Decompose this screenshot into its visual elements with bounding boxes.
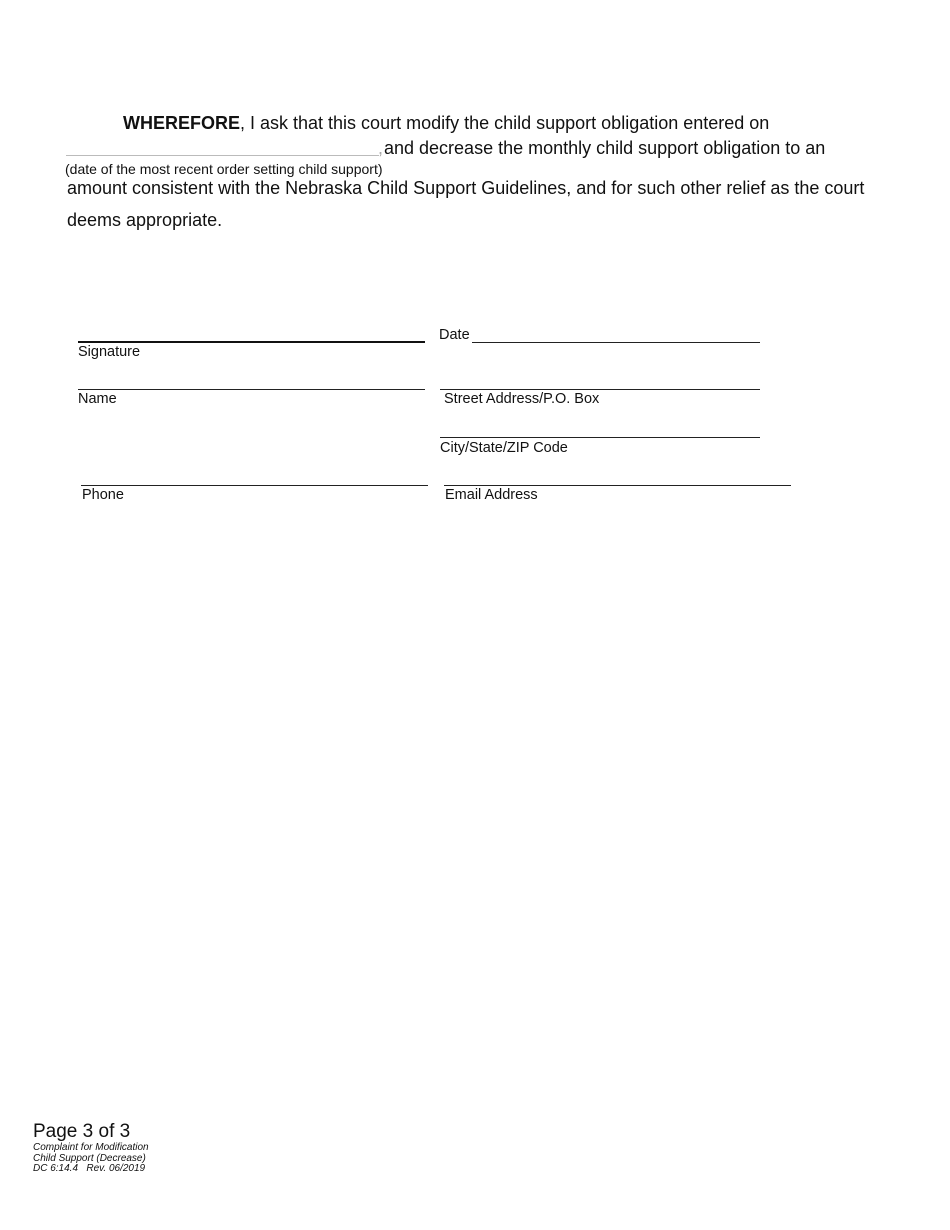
order-date-comma: ,: [378, 138, 384, 158]
date-line[interactable]: [472, 342, 760, 343]
wherefore-lead: WHEREFORE: [123, 113, 240, 133]
signature-line[interactable]: [78, 341, 425, 343]
name-line[interactable]: [78, 389, 425, 390]
paragraph-line-4: deems appropriate.: [67, 210, 223, 230]
city-line[interactable]: [440, 437, 760, 438]
name-label: Name: [78, 391, 117, 407]
phone-line[interactable]: [81, 485, 428, 486]
email-line[interactable]: [444, 485, 791, 486]
paragraph-line-2-text: and decrease the monthly child support obligation to an: [384, 138, 826, 158]
form-code: DC 6:14.4 Rev. 06/2019: [33, 1163, 146, 1174]
city-label: City/State/ZIP Code: [440, 440, 568, 456]
paragraph-line-1: [123, 112, 769, 134]
street-line[interactable]: [440, 389, 760, 390]
form-title-1: Complaint for Modification: [33, 1142, 149, 1153]
phone-label: Phone: [82, 487, 124, 503]
order-date-caption: (date of the most recent order setting child support): [65, 161, 383, 177]
paragraph-line-1-text: , I ask that this court modify the child support obligation entered on: [240, 113, 770, 133]
order-date-blank[interactable]: [66, 155, 379, 156]
paragraph-line-3: amount consistent with the Nebraska Child Support Guidelines, and for such other relief as the court: [67, 178, 865, 198]
form-title-2: Child Support (Decrease): [33, 1153, 146, 1164]
date-label: Date: [439, 327, 470, 343]
street-label: Street Address/P.O. Box: [444, 391, 600, 407]
signature-label: Signature: [78, 344, 141, 360]
page-number: Page 3 of 3: [33, 1121, 131, 1142]
email-label: Email Address: [445, 487, 538, 503]
